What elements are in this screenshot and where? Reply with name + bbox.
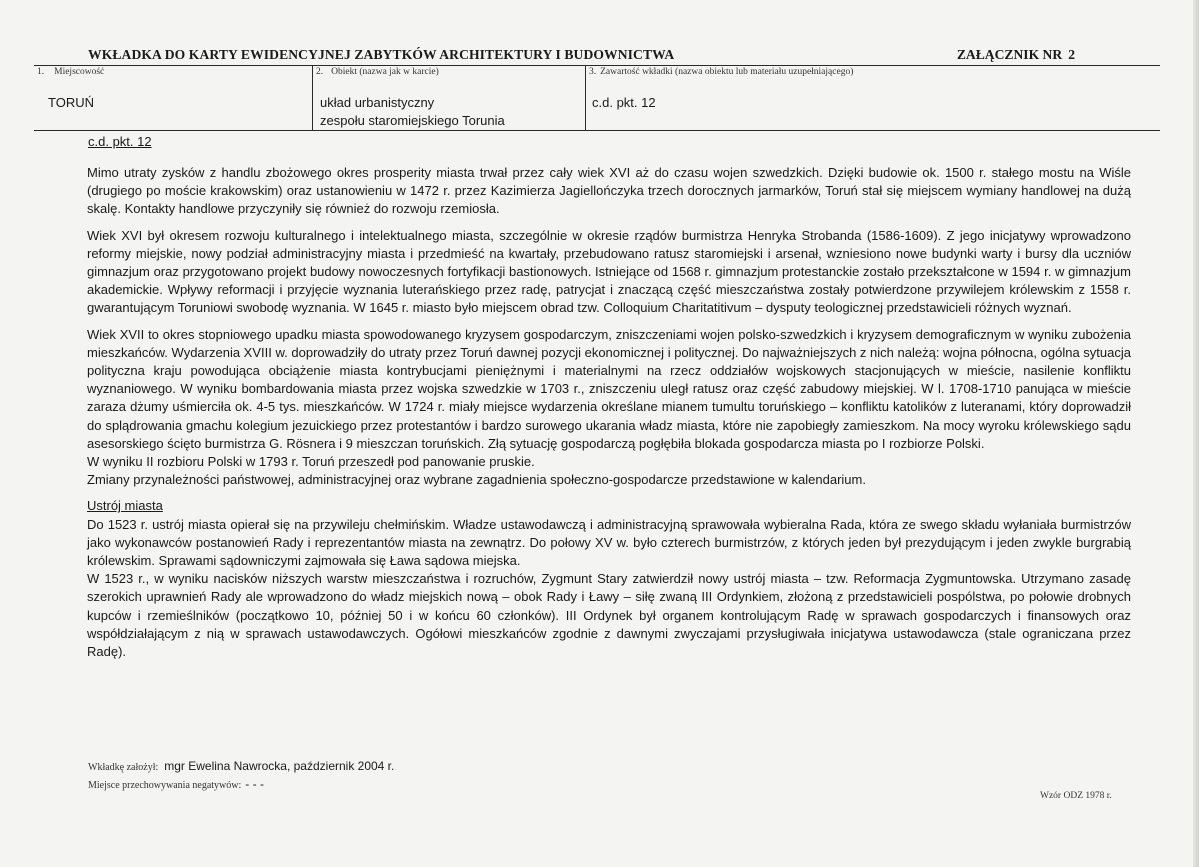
paragraph-sixteenth-century: Wiek XVI był okresem rozwoju kulturalnego i intelektualnego miasta, szczególnie w okresie rządów burmistrza Henryka Strobanda (1586-1609). Z jego inicjatywy wprowadzono reformy miejskie, nowy podział administracyjny miasta i przedmieść na kwartały, przebudowano ratusz staromiejski i arsenał, wzniesiono nowe budynki warty i bursy dla uczniów gimnazjum oraz przygotowano projekt budowy nowoczesnych fortyfikacji bastionowych. Istniejące od 1568 r. gimnazjum protestanckie zostało przekształcone w 1594 r. w gimnazjum akademickie. Wpływy reformacji i przyjęcie wyznania luterańskiego przez radę, patrycjat i znaczącą część mieszczaństwa zostały potwierdzone przywilejem królewskim z 1558 r. gwarantującym Toruniowi swobodę wyznania. W 1645 r. miasto było miejscem obrad tzw. Colloquium Charitatitivum – dysputy teologicznej przedstawicieli różnych wyznań. (87, 227, 1131, 316)
header-rule (34, 65, 1160, 66)
section-governance (87, 497, 1131, 661)
object-value-line-2: zespołu staromiejskiego Torunia (320, 113, 505, 128)
form-template-note: Wzór ODZ 1978 r. (1040, 791, 1112, 801)
paragraph-decline-main: Wiek XVII to okres stopniowego upadku miasta spowodowanego kryzysem gospodarczym, zniszczeniami wojen polsko-szwedzkich i kryzysem demograficznym w wyniku zubożenia mieszkańców. Wydarzenia XVIII w. doprowadziły do utraty przez Toruń dawnej pozycji ekonomicznej i politycznej. Do najważniejszych z nich należą: wojna północna, ogólna sytuacja polityczna kraju powodująca obciążenie miasta kontrybucjami pieniężnymi i materialnymi na rzecz oddziałów wojskowych stacjonujących w mieście, nasilenie konfliktu wyznaniowego. W wyniku bombardowania miasta przez wojska szwedzkie w 1703 r., zniszczeniu uległ ratusz oraz część zabudowy miejskiej. W l. 1708-1710 panująca w mieście zaraza dżumy uśmierciła ok. 4-5 tys. mieszkańców. W 1724 r. miały miejsce wydarzenia określane mianem tumultu toruńskiego – konfliktu katolików z luteranami, który doprowadził do splądrowania gmachu kolegium jezuickiego przez protestantów i bardzo surowego ukarania władz miasta, które nie zapobiegły zamieszkom. Na mocy wyroku królewskiego sądu asesorskiego ścięto burmistrza G. Rösnera i 9 mieszczan toruńskich. Złą sytuację gospodarczą pogłębiła blokada gospodarcza miasta po I rozbiorze Polski. (87, 326, 1131, 451)
field-3-label (589, 67, 853, 77)
field-divider-1 (312, 65, 313, 131)
author-value: mgr Ewelina Nawrocka, październik 2004 r. (164, 759, 395, 773)
paragraph-chelmno-law: Do 1523 r. ustrój miasta opierał się na przywileju chełmińskim. Władze ustawodawczą i administracyjną sprawowała wybieralna Rada, która ze swego składu wyłaniała burmistrzów jako wykonawców postanowień Rady i reprezentantów miasta na zewnątrz. Do połowy XV w. było czterech burmistrzów, z których jeden był prezydującym i jeden zwykle burgrabią królewskim. Sprawami sądowniczymi zajmowała się Ława sądowa miejska. (87, 516, 1131, 569)
paragraph-prosperity: Mimo utraty zysków z handlu zbożowego okres prosperity miasta trwał przez cały wiek XVI aż do czasu wojen szwedzkich. Dzięki budowie ok. 1500 r. stałego mostu na Wiśle (drugiego po moście krakowskim) oraz ustanowieniu w 1472 r. przez Kazimierza Jagiellończyka trzech dorocznych jarmarków, Toruń stał się miejscem wymiany handlowej na dużą skalę. Kontakty handlowe przyczyniły się również do rozwoju rzemiosła. (87, 165, 1131, 217)
field-2-label-text: Obiekt (nazwa jak w karcie) (331, 67, 439, 77)
annex-label-text: ZAŁĄCZNIK NR (956, 47, 1063, 62)
annex-label (957, 47, 1075, 63)
body-text (87, 164, 1131, 669)
continuation-heading: c.d. pkt. 12 (88, 134, 152, 149)
section-heading-governance: Ustrój miasta (87, 498, 163, 514)
contents-value: c.d. pkt. 12 (592, 95, 656, 110)
scan-edge (1193, 0, 1199, 867)
paragraph-partition: W wyniku II rozbioru Polski w 1793 r. Toruń przeszedł pod panowanie pruskie. (87, 454, 535, 470)
field-1-label (37, 67, 104, 77)
storage-label: Miejsce przechowywania negatywów: (88, 780, 242, 791)
field-1-number: 1. (37, 67, 45, 77)
paragraph-decline (87, 326, 1131, 490)
field-2-number: 2. (316, 67, 324, 77)
document-title: WKŁADKA DO KARTY EWIDENCYJNEJ ZABYTKÓW ARCHITEKTURY I BUDOWNICTWA (88, 47, 675, 62)
field-2-label (316, 67, 439, 77)
annex-number: 2 (1068, 47, 1075, 62)
field-1-label-text: Miejscowość (54, 67, 105, 77)
fields-bottom-rule (34, 130, 1160, 131)
paragraph-reform: W 1523 r., w wyniku nacisków niższych warstw mieszczaństwa i rozruchów, Zygmunt Stary zatwierdził nowy ustrój miasta – tzw. Reformacja Zygmuntowska. Utrzymano zasadę szerokich uprawnień Rady ale wprowadzono do władz miejskich nową – obok Rady i Ławy – siłę zwaną III Ordynkiem, złożoną z przedstawicieli pospólstwa, po połowie drobnych kupców i rzemieślników (początkowo 10, później 50 i w końcu 60 członków). III Ordynek był organem kontrolującym Radę w sprawach gospodarczych i finansowych oraz współdziałającym z nią w sprawach ustawodawczych. Ogółowi mieszkańców zgodnie z dawnymi zwyczajami przysługiwała inicjatywa ustawodawcza (stale ograniczana przez Radę). (87, 571, 1131, 660)
footer-storage (88, 777, 264, 791)
field-divider-2 (585, 65, 586, 131)
field-3-label-text: Zawartość wkładki (nazwa obiektu lub materiału uzupełniającego) (600, 67, 854, 77)
storage-value: - - - (245, 777, 264, 791)
field-3-number: 3. (589, 67, 597, 77)
footer-author (88, 759, 394, 773)
object-value-line-1: układ urbanistyczny (320, 95, 435, 110)
paragraph-calendar-note: Zmiany przynależności państwowej, administracyjnej oraz wybrane zagadnienia społeczno-gospodarcze przedstawione w kalendarium. (87, 472, 866, 488)
author-label: Wkładkę założył: (88, 762, 159, 773)
locality-value: TORUŃ (48, 95, 94, 110)
